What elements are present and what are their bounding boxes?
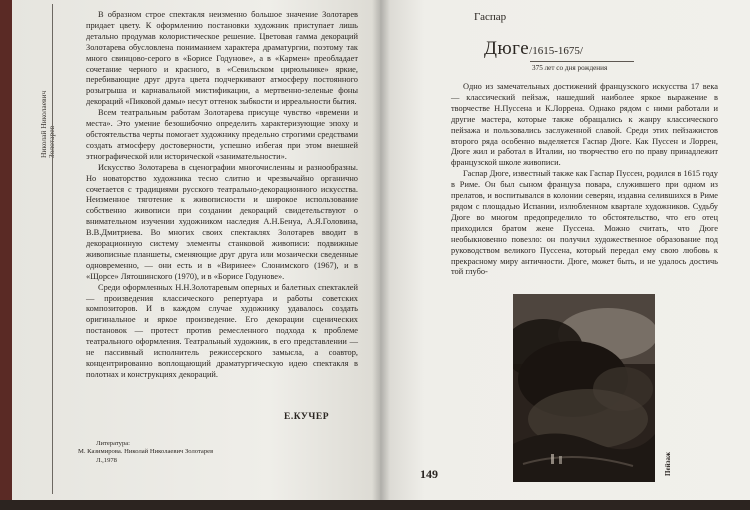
right-body-text (451, 82, 718, 278)
article-title-dates: /1615-1675/ (529, 45, 583, 57)
page-number: 149 (420, 467, 438, 481)
article-title (484, 38, 583, 60)
paragraph: Одно из замечательных достижений французского искусства 17 века — классический пейзаж, нашедший наиболее яркое выражение в творчестве Н.Пуссена и К.Лоррена. Однако рядом с ними работали и другие мастера, которые также обращались к жанру классического пейзажа и пользовались заслуженной славой. Среди этих пейзажистов второго ряда особенно выделяется Гаспар Дюге. Как Пуссен и Лоррен, Дюге жил и работал в Италии, но творчество его по праву принадлежит французской школе живописи. (451, 82, 718, 168)
references (78, 440, 338, 465)
book-cover-edge (0, 0, 12, 510)
running-head-rule (52, 4, 53, 494)
figure-caption: Пейзаж (664, 452, 672, 476)
title-rule (530, 61, 634, 62)
paragraph: Искусство Золотарева в сценографии многочисленны и разнообразны. Но новаторство художника тесно слитно и чрезвычайно органично сочетается с традициями русского театрально-декорационного искусства. Неизменное тяготение к живописности и широкое использование собственно живописи при создании декораций свидетельствуют о внимательном изучении художником наследия А.Н.Бенуа, А.Я.Головина, В.В.Дмитриева. Во многих своих спектаклях Золотарев вводит в декорационную систему элементы станковой живописи: подвижные живописные планшеты, сменяющие друг друга или мозаически сведенные одновременно, — они есть и в «Виринее» Слонимского (1967), и в «Щорсе» Лятошинского (1970), и в «Борисе Годунове». (86, 162, 358, 281)
reference-place: Л.,1978 (96, 456, 117, 464)
references-label: Литература: (96, 440, 131, 447)
anniversary-subtitle: 375 лет со дня рождения (532, 64, 608, 72)
left-body-text (86, 10, 358, 381)
author-signature: Е.КУЧЕР (284, 412, 329, 422)
landscape-painting-image (513, 294, 655, 482)
paragraph: В образном строе спектакля неизменно большое значение Золотарев придает цвету. К оформлению постановки художник приступает лишь детально продумав колористическое решение. Цветовая гамма декораций Золотарева обусловлена пониманием характера драматургии, поэтому так много свинцово-серого в «Борисе Годунове», а в «Кармен» преобладает сочетание черного и красного, в «Севильском цирюльнике» яркие, перебивающие друг друга цвета подчеркивают атмосферу постоянного розыгрыша и карнавальной мистификации, а мертвенно-зеленые фоны декораций «Пиковой дамы» несут оттенок зыбкости и ирреальности бытия. (86, 10, 358, 107)
page-gutter (372, 0, 390, 500)
reference-entry: М. Казимирова. Николай Николаевич Золотарев (78, 448, 214, 456)
paragraph: Всем театральным работам Золотарева присуще чувство «времени и места». Это умение безошибочно определить характеризующие эпоху и обстоятельства черты помогает художнику предельно строгими средствами создать атмосферу достоверности, успешно избегая при этом внешней этнографической или исторической «занимательности». (86, 108, 358, 161)
left-page (12, 0, 380, 500)
running-head-name: Николай Николаевич (39, 90, 48, 158)
article-author-first-name: Гаспар (474, 11, 507, 23)
paragraph: Гаспар Дюге, известный также как Гаспар Пуссен, родился в 1615 году в Риме. Он был сыном француза повара, служившего при одном из прелатов, и воспитывался в колонии северян, издавна селившихся в Риме рядом с площадью Испании, излюбленном квартале художников. Судьбу Дюге во многом предопределило то обстоятельство, что его отец приходился братом жене Пуссена. Можно считать, что Дюге необыкновенно повезло: он получил художественное образование под руководством великого Пуссена, который передал ему свою любовь к прекрасному миру античности. Дюге, может быть, и не удалось достичь той глубо- (451, 169, 718, 277)
paragraph: Среди оформленных Н.Н.Золотаревым оперных и балетных спектаклей — произведения классического репертуара и работы советских композиторов. И в каждом случае художнику удавалось создать оригинальное и яркое произведение. Его декорации сценических постановок — протест против ремесленного подхода к проблеме театрального оформления. Театральный художник, в его представлении — не пассивный исполнитель режиссерского замысла, а соавтор, концентрированно воплощающий драматургическую идею спектакля в полотнах и конструкциях декораций. (86, 282, 358, 379)
article-title-surname: Дюге (484, 38, 530, 59)
